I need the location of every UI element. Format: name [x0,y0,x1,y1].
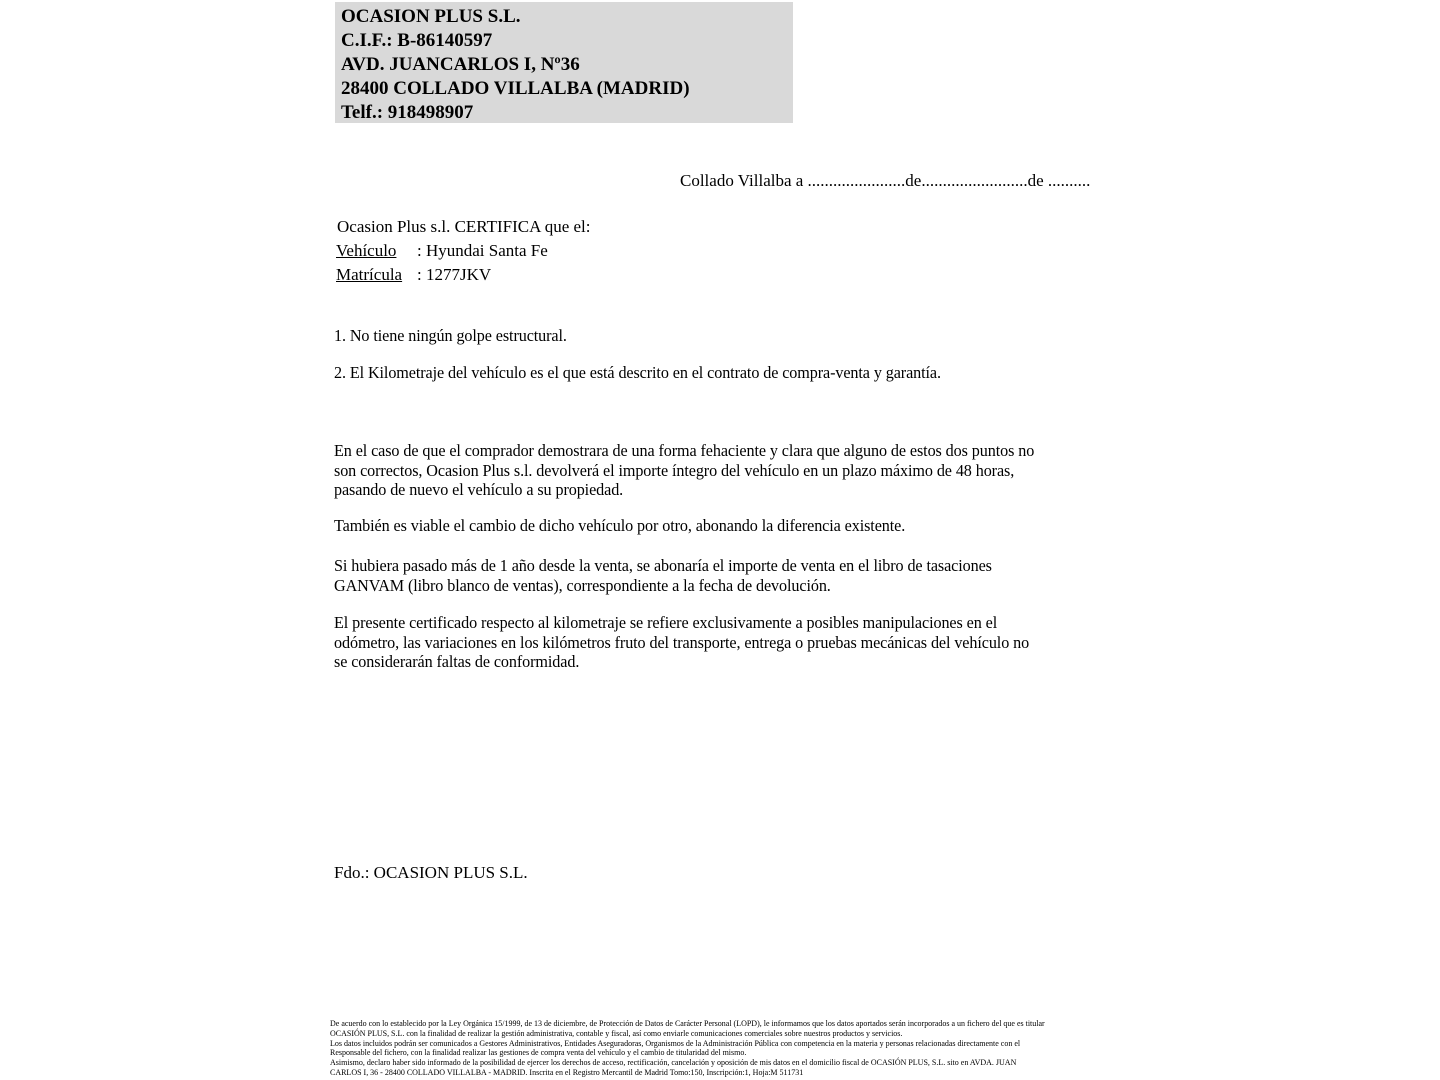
legal-line: Asimismo, declaro haber sido informado de la posibilidad de ejercer los derechos de acceso, rectificación, cancelación y oposición de mis datos en el domicilio fiscal de OCASIÓN PLUS, S.L. sito en AVDA. JUAN [330,1057,1017,1067]
paragraph-line: pasando de nuevo el vehículo a su propiedad. [334,480,624,499]
company-cif: C.I.F.: B-86140597 [341,30,493,51]
plate-value: : 1277JKV [417,265,492,284]
legal-line: Responsable del fichero, con la finalidad realizar las gestiones de compra venta del vehículo y el cambio de titularidad del mismo. [330,1047,747,1058]
legal-fine-print [330,1019,1045,1078]
paragraph-ganvam-valuation [334,556,992,595]
vehicle-value: : Hyundai Santa Fe [417,241,548,260]
certify-intro: Ocasion Plus s.l. CERTIFICA que el: [337,217,591,236]
paragraph-odometer-disclaimer [334,613,1029,672]
paragraph-line: odómetro, las variaciones en los kilómetros fruto del transporte, entrega o pruebas mecánicas del vehículo no [334,632,1030,652]
company-name: OCASION PLUS S.L. [341,6,521,27]
company-header-box [335,2,793,123]
vehicle-row [336,241,548,261]
company-phone: Telf.: 918498907 [341,102,474,123]
signature-line: Fdo.: OCASION PLUS S.L. [334,863,528,882]
legal-line: CARLOS I, 36 - 28400 COLLADO VILLALBA - MADRID. Inscrita en el Registro Mercantil de Madrid Tomo:150, Inscripción:1, Hoja:M 511731 [330,1066,804,1077]
paragraph-line: El presente certificado respecto al kilometraje se refiere exclusivamente a posibles manipulaciones en el [334,613,998,632]
legal-line: OCASIÓN PLUS, S.L. con la finalidad de realizar la gestión administrativa, contable y fiscal, así como enviarle comunicaciones comerciales sobre nuestros productos y servicios. [330,1027,903,1038]
vehicle-label: Vehículo [336,241,397,260]
legal-line: Los datos incluidos podrán ser comunicados a Gestores Administrativos, Entidades Aseguradoras, Organismos de la Administración Pública con competencia en la materia y personas relacionadas directamente con el [330,1037,1021,1048]
company-city: 28400 COLLADO VILLALBA (MADRID) [341,78,690,99]
legal-line: De acuerdo con lo establecido por la Ley Orgánica 15/1999, de 13 de diciembre, de Protección de Datos de Carácter Personal (LOPD), le informamos que los datos aportados serán incorporados a un fichero del que es titular [330,1018,1045,1028]
paragraph-line: son correctos, Ocasion Plus s.l. devolverá el importe íntegro del vehículo en un plazo máximo de 48 horas, [334,460,1015,480]
condition-point-2: 2. El Kilometraje del vehículo es el que está descrito en el contrato de compra-venta y garantía. [334,363,941,382]
company-address: AVD. JUANCARLOS I, Nº36 [341,54,580,75]
condition-point-1: 1. No tiene ningún golpe estructural. [334,326,567,345]
plate-label: Matrícula [336,265,403,284]
paragraph-exchange-option [334,516,905,536]
paragraph-line: Si hubiera pasado más de 1 año desde la venta, se abonaría el importe de venta en el libro de tasaciones [334,556,992,575]
plate-row [336,265,491,285]
paragraph-refund-guarantee [334,441,1034,500]
paragraph-line: En el caso de que el comprador demostrara de una forma fehaciente y clara que alguno de estos dos puntos no [334,441,1035,460]
date-place-line: Collado Villalba a .......................de.........................de .......... [680,171,1091,190]
paragraph-line: También es viable el cambio de dicho vehículo por otro, abonando la diferencia existente. [334,516,906,535]
paragraph-line: se considerarán faltas de conformidad. [334,652,580,671]
paragraph-line: GANVAM (libro blanco de ventas), correspondiente a la fecha de devolución. [334,575,831,595]
